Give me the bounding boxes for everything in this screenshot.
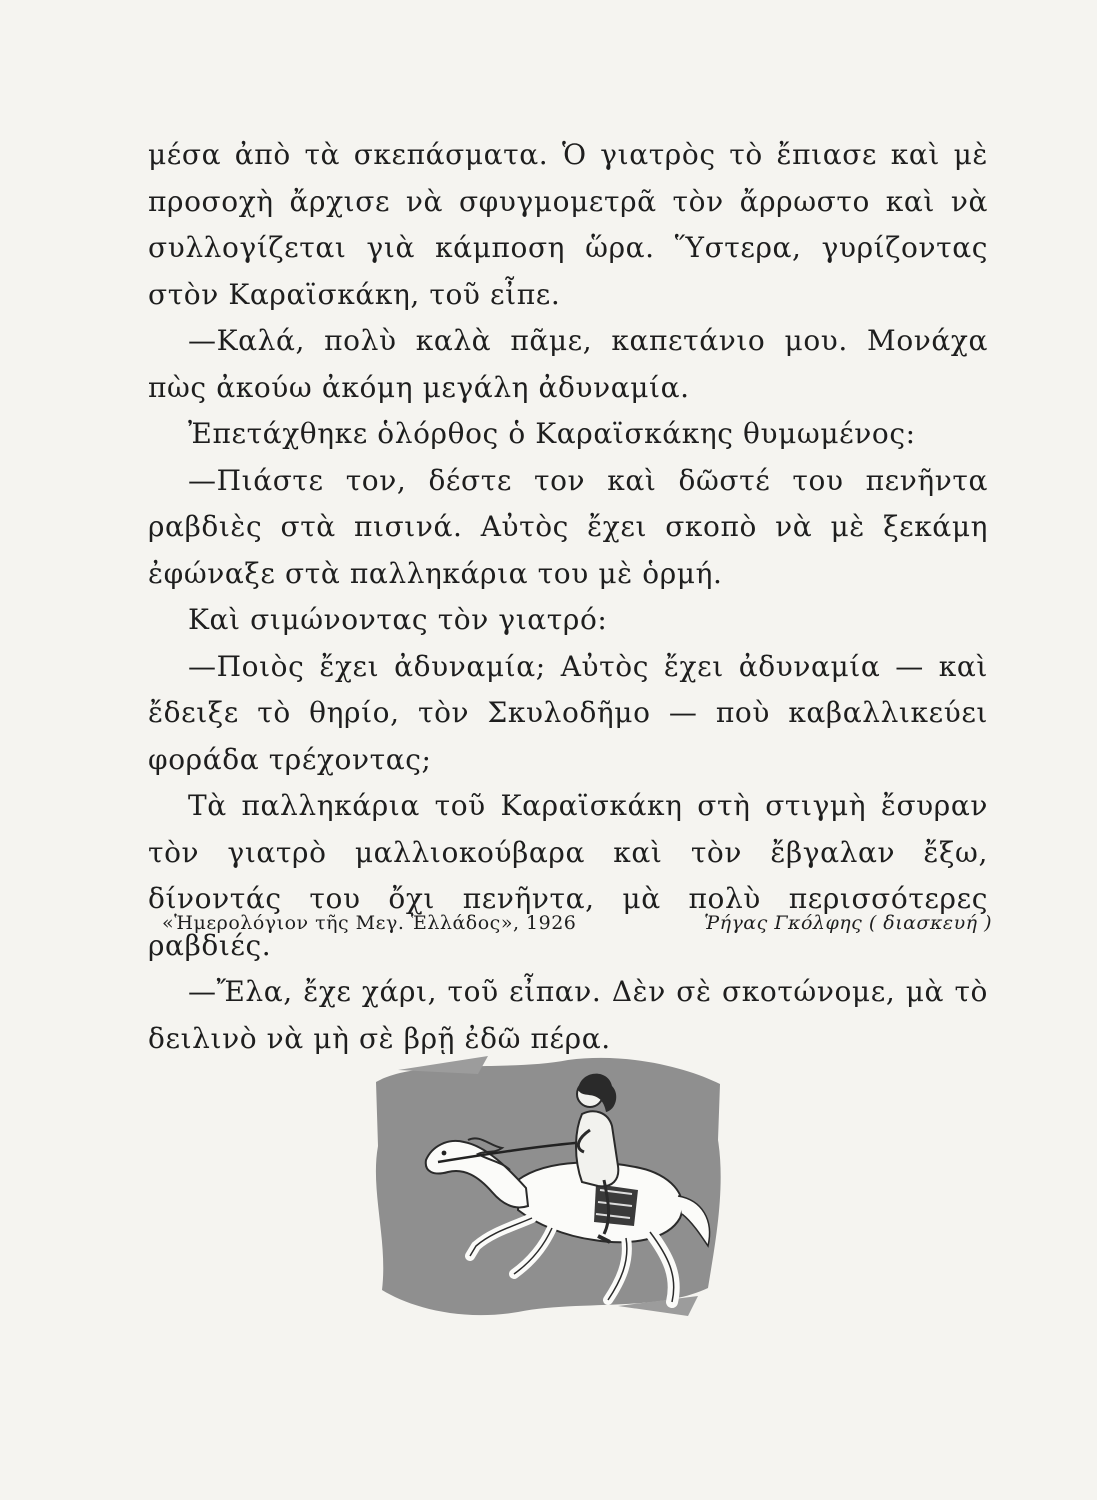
citation-line (162, 912, 992, 934)
paragraph-3: Ἐπετάχθηκε ὁλόρθος ὁ Καραϊσκάκης θυμωμένος: (188, 417, 916, 450)
paragraph-7: Τὰ παλληκάρια τοῦ Καραϊσκάκη στὴ στιγμὴ ἔσυραν τὸν γιατρὸ μαλλιοκούβαρα καὶ τὸν ἔβγαλαν ἔξω, δίνοντάς του ὄχι πενῆντα, μὰ πολὺ περισσότερες ραβδιές. (148, 789, 988, 962)
paragraph-8: —Ἔλα, ἔχε χάρι, τοῦ εἶπαν. Δὲν σὲ σκοτώνομε, μὰ τὸ δειλινὸ νὰ μὴ σὲ βρῇ ἐδῶ πέρα. (148, 975, 988, 1055)
paragraph-6: —Ποιὸς ἔχει ἀδυναμία; Αὐτὸς ἔχει ἀδυναμία — καὶ ἔδειξε τὸ θηρίο, τὸν Σκυλοδῆμο — ποὺ καβαλλικεύει φοράδα τρέχοντας; (148, 649, 988, 776)
paragraph-5: Καὶ σιμώνοντας τὸν γιατρό: (188, 603, 608, 636)
source-citation: «Ἡμερολόγιον τῆς Μεγ. Ἑλλάδος», 1926 (162, 912, 577, 934)
paragraph-4: —Πιάστε τον, δέστε τον καὶ δῶστέ του πενῆντα ραβδιὲς στὰ πισινά. Αὐτὸς ἔχει σκοπὸ νὰ μὲ ξεκάμη ἐφώναξε στὰ παλληκάρια του μὲ ὁρμή. (148, 463, 988, 590)
rider-on-horse-illustration (368, 1050, 728, 1330)
author-credit: Ῥήγας Γκόλφης ( διασκευή ) (704, 912, 992, 934)
paragraph-1: μέσα ἀπὸ τὰ σκεπάσματα. Ὁ γιατρὸς τὸ ἔπιασε καὶ μὲ προσοχὴ ἄρχισε νὰ σφυγμομετρᾶ τὸν ἄρρωστο καὶ νὰ συλλογίζεται γιὰ κάμποση ὥρα. Ὕστερα, γυρίζοντας στὸν Καραϊσκάκη, τοῦ εἶπε. (148, 138, 988, 311)
paragraph-2: —Καλά, πολὺ καλὰ πᾶμε, καπετάνιο μου. Μονάχα πὼς ἀκούω ἀκόμη μεγάλη ἀδυναμία. (148, 324, 988, 404)
